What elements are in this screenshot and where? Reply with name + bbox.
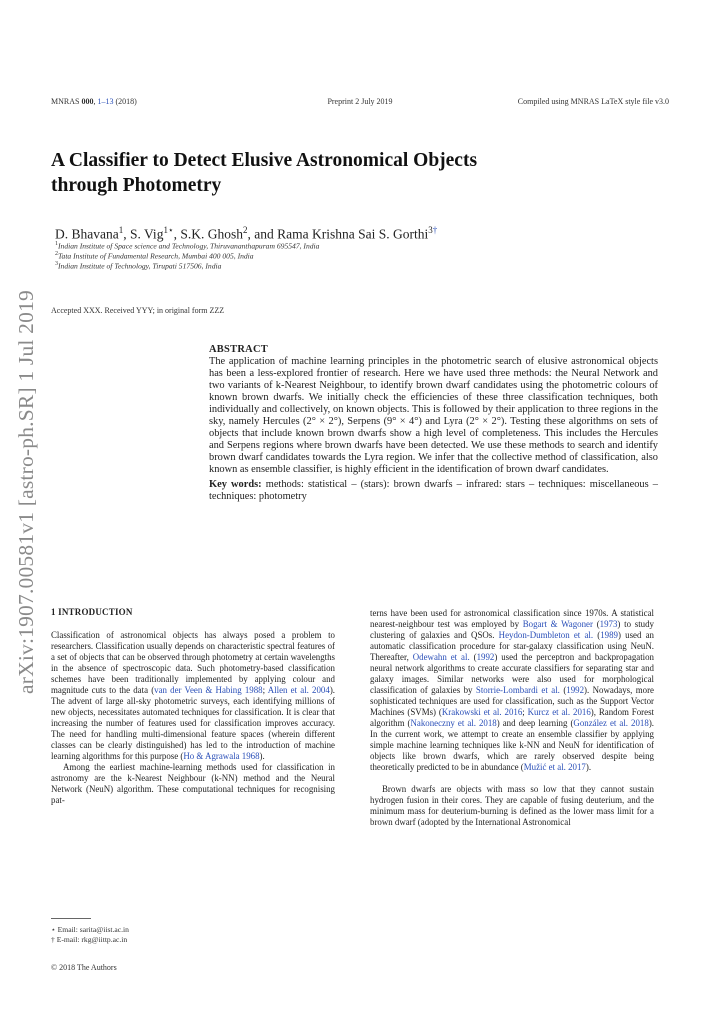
left-column (51, 607, 335, 806)
affiliation-2: $^2$Tata Institute of Fundamental Research, Mumbai 400 005, India (55, 251, 254, 261)
citation-year-link[interactable]: 1989 (600, 630, 618, 640)
citation-link[interactable]: Ho & Agrawala 1968 (183, 751, 260, 761)
author-name: Rama Krishna Sai S. Gorthi (277, 226, 429, 242)
citation-link[interactable]: González et al. 2018 (573, 718, 649, 728)
citation-link[interactable]: Bogart & Wagoner (522, 619, 593, 629)
compile-note: Compiled using MNRAS LaTeX style file v3.0 (517, 97, 669, 106)
footnote-email-2: † E-mail: rkg@iittp.ac.in (51, 935, 128, 944)
running-header (51, 97, 669, 109)
intro-paragraph-1: Classification of astronomical objects has always posed a problem to researchers. Classification usually depends on characteristic spectral features of a set of objects that can be observed through photometry at certain wavelengths in the absence of spectroscopic data. Such photometry-based classification schemes have been traditionally implemented by applying colour and magnitude cuts to the data (van der Veen & Habing 1988; Allen et al. 2004). The advent of large all-sky photometric surveys, each identifying millions of new objects, necessitates automated techniques for classification. It is clear that increasing the number of features used for classification improves accuracy. The need for handling multi-dimensional feature spaces (wherein different classes can be clearly distinguished) has led to the introduction of machine learning algorithms for this purpose (Ho & Agrawala 1968). (51, 630, 335, 761)
preprint-date: Preprint 2 July 2019 (327, 97, 393, 106)
keywords-label: Key words: (209, 479, 262, 490)
citation-link[interactable]: Kurcz et al. 2016 (527, 707, 591, 717)
journal-citation: MNRAS 000, 1–13 (2018) (51, 97, 137, 106)
keywords: Key words: methods: statistical – (stars): brown dwarfs – infrared: stars – techniques: miscellaneous – techniques: photometry (209, 479, 658, 502)
abstract-heading: ABSTRACT (209, 344, 268, 355)
journal-volume: 000 (81, 97, 94, 106)
footnote-email-1: ⋆ Email: sarita@iist.ac.in (51, 925, 129, 934)
citation-link[interactable]: Krakowski et al. 2016 (441, 707, 523, 717)
arxiv-identifier: arXiv:1907.00581v1 [astro-ph.SR] 1 Jul 2019 (14, 290, 38, 694)
section-heading: 1 INTRODUCTION (51, 607, 133, 617)
citation-year-link[interactable]: 1992 (476, 652, 495, 662)
citation-link[interactable]: van der Veen & Habing 1988 (154, 685, 263, 695)
citation-link[interactable]: Nakoneczny et al. 2018 (410, 718, 497, 728)
author-list: D. Bhavana$^1$, S. Vig$^{1⋆}$, S.K. Ghosh$^2$, and Rama Krishna Sai S. Gorthi$^{3\dagger}$ (55, 225, 438, 242)
intro-paragraph-2: Among the earliest machine-learning methods used for classification in astronomy are the k-Nearest Neighbour (k-NN) method and the Neural Network (NeuN) algorithm. These computational techniques for recognising pat- (51, 762, 335, 805)
affiliation-1: $^1$Indian Institute of Space science and Technology, Thiruvananthapuram 695547, India (55, 241, 320, 251)
affiliation-3: $^3$Indian Institute of Technology, Tirupati 517506, India (55, 261, 222, 271)
citation-year-link[interactable]: 1992 (566, 685, 585, 695)
received-dates: Accepted XXX. Received YYY; in original form ZZZ (51, 306, 225, 315)
abstract (209, 344, 658, 503)
footnotes (51, 925, 129, 945)
copyright-notice: © 2018 The Authors (51, 963, 117, 972)
citation-link[interactable]: Storrie-Lombardi et al. (475, 685, 560, 695)
page-range-link[interactable]: 1–13 (97, 97, 114, 106)
intro-paragraph-4: Brown dwarfs are objects with mass so low that they cannot sustain hydrogen fusion in their cores. They are capable of fusing deuterium, and the minimum mass for deuterium-burning is defined as the lower mass limit for a brown dwarf (adopted by the International Astronomical (370, 784, 654, 827)
arxiv-sidebar (6, 285, 46, 699)
abstract-text: The application of machine learning principles in the photometric search of elusive astronomical objects has been a less-explored frontier of research. Here we have used three methods: the Neural Network and two variants of k-Nearest Neighbour, to identify brown dwarf candidates using the photometric colours of known brown dwarfs. We initially check the efficiencies of these three classification techniques, both individually and collectively, on known objects. This is followed by their application to three regions in the sky, namely Hercules (2° × 2°), Serpens (9° × 4°) and Lyra (2° × 2°). Testing these algorithms on sets of objects that include known brown dwarfs show a high level of completeness. This includes the Hercules and Serpens regions where brown dwarfs have been detected. We use these methods to search and identify brown dwarf candidates towards the Lyra region. We infer that the collective method of classification, also known as ensemble classifier, is highly efficient in the identification of brown dwarf candidates. (209, 356, 658, 475)
footnote-divider (51, 918, 91, 919)
citation-link[interactable]: Allen et al. 2004 (267, 685, 330, 695)
author-name: S.K. Ghosh (180, 226, 243, 242)
intro-paragraph-3: terns have been used for astronomical classification since 1970s. A statistical nearest-neighbour test was employed by Bogart & Wagoner (1973) to study clustering of galaxies and QSOs. Heydon-Dumbleton et al. (1989) used an automatic classification procedure for star-galaxy classification using NeuN. Thereafter, Odewahn et al. (1992) used the perceptron and backpropagation neural network algorithms to create accurate classifiers for separating star and galaxy images. Similar networks were also used for morphological classification of galaxies by Storrie-Lombardi et al. (1992). Nowadays, more sophisticated techniques are used for classification, such as the Support Vector Machines (SVMs) (Krakowski et al. 2016; Kurcz et al. 2016), Random Forest algorithm (Nakoneczny et al. 2018) and deep learning (González et al. 2018). In the current work, we attempt to create an ensemble classifier by applying simple machine learning techniques like k-NN and NeuN for identification of objects like brown dwarfs, which are rarely observed despite being theoretically predicted to be in abundance (Mužić et al. 2017). (370, 608, 654, 772)
citation-link[interactable]: Mužić et al. 2017 (523, 762, 586, 772)
citation-link[interactable]: Odewahn et al. (412, 652, 470, 662)
dagger-footnote-link[interactable]: † (432, 225, 438, 235)
right-column (370, 608, 654, 828)
author-name: S. Vig (129, 226, 164, 242)
citation-link[interactable]: Heydon-Dumbleton et al. (498, 630, 594, 640)
citation-year-link[interactable]: 1973 (599, 619, 618, 629)
author-name: D. Bhavana (55, 226, 119, 242)
paper-title: A Classifier to Detect Elusive Astronomical Objects through Photometry (51, 150, 478, 196)
